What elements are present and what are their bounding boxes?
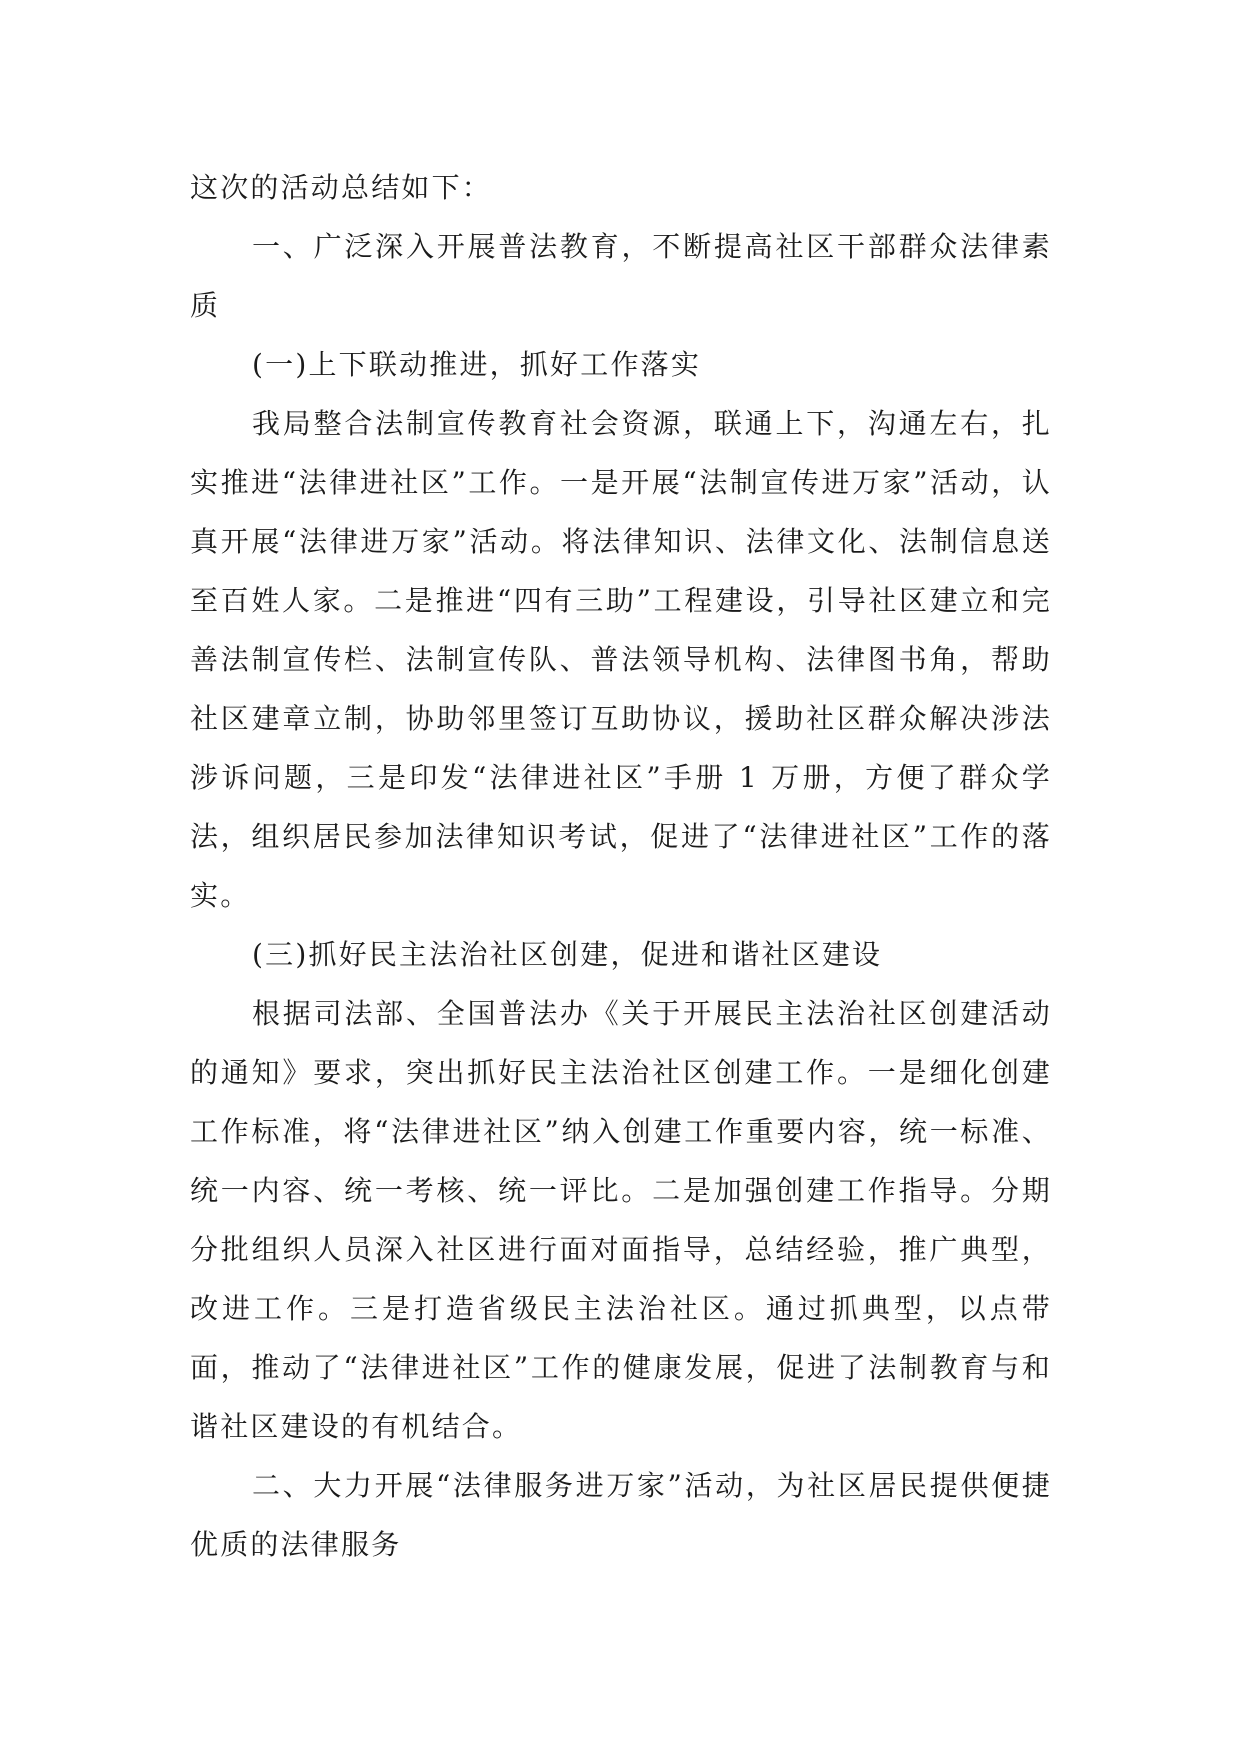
section-heading-1: 一、广泛深入开展普法教育，不断提高社区干部群众法律素质 <box>190 230 1052 322</box>
intro-paragraph: 这次的活动总结如下： <box>190 171 493 204</box>
subsection-heading-1: (一)上下联动推进，抓好工作落实 <box>252 348 702 381</box>
body-paragraph-1: 我局整合法制宣传教育社会资源，联通上下，沟通左右，扎实推进“法律进社区”工作。一是开展“法制宣传进万家”活动，认真开展“法律进万家”活动。将法律知识、法律文化、法制信息送至百姓人家。二是推进“四有三助”工程建设，引导社区建立和完善法制宣传栏、法制宣传队、普法领导机构、法律图书角，帮助社区建章立制，协助邻里签订互助协议，援助社区群众解决涉法涉诉问题，三是印发“法律进社区”手册 1 万册，方便了群众学法，组织居民参加法律知识考试，促进了“法律进社区”工作的落实。 <box>190 407 1052 912</box>
section-heading-2: 二、大力开展“法律服务进万家”活动，为社区居民提供便捷优质的法律服务 <box>190 1469 1052 1561</box>
document-body <box>190 158 1052 1574</box>
subsection-heading-3: (三)抓好民主法治社区创建，促进和谐社区建设 <box>252 938 883 971</box>
body-paragraph-2: 根据司法部、全国普法办《关于开展民主法治社区创建活动的通知》要求，突出抓好民主法治社区创建工作。一是细化创建工作标准，将“法律进社区”纳入创建工作重要内容，统一标准、统一内容、统一考核、统一评比。二是加强创建工作指导。分期分批组织人员深入社区进行面对面指导，总结经验，推广典型，改进工作。三是打造省级民主法治社区。通过抓典型，以点带面，推动了“法律进社区”工作的健康发展，促进了法制教育与和谐社区建设的有机结合。 <box>190 997 1052 1443</box>
